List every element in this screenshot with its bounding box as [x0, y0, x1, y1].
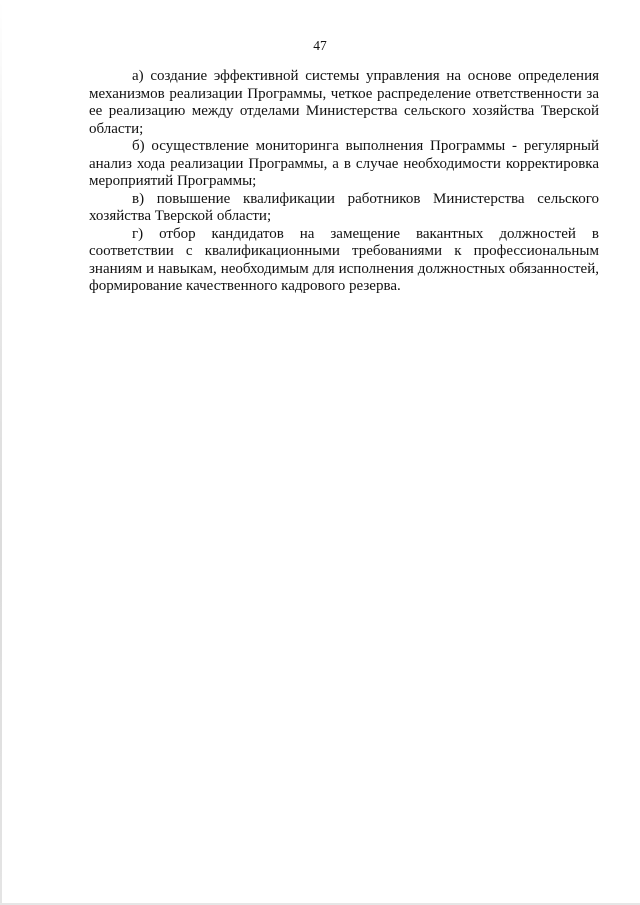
body-text [89, 68, 599, 296]
page-number: 47 [313, 38, 327, 53]
paragraph-b: б) осуществление мониторинга выполнения Программы - регулярный анализ хода реализации Программы, а в случае необходимости корректировка мероприятий Программы; [89, 138, 599, 189]
paragraph-a: а) создание эффективной системы управления на основе определения механизмов реализации Программы, четкое распределение ответственности за ее реализацию между отделами Министерства сельского хозяйства Тверской области; [89, 68, 599, 137]
paragraph-c: в) повышение квалификации работников Министерства сельского хозяйства Тверской области; [89, 190, 599, 224]
scan-edge-left [0, 0, 2, 905]
paragraph-d: г) отбор кандидатов на замещение вакантных должностей в соответствии с квалификационными требованиями к профессиональным знаниям и навыкам, необходимым для исполнения должностных обязанностей, формирование качественного кадрового резерва. [89, 225, 599, 294]
